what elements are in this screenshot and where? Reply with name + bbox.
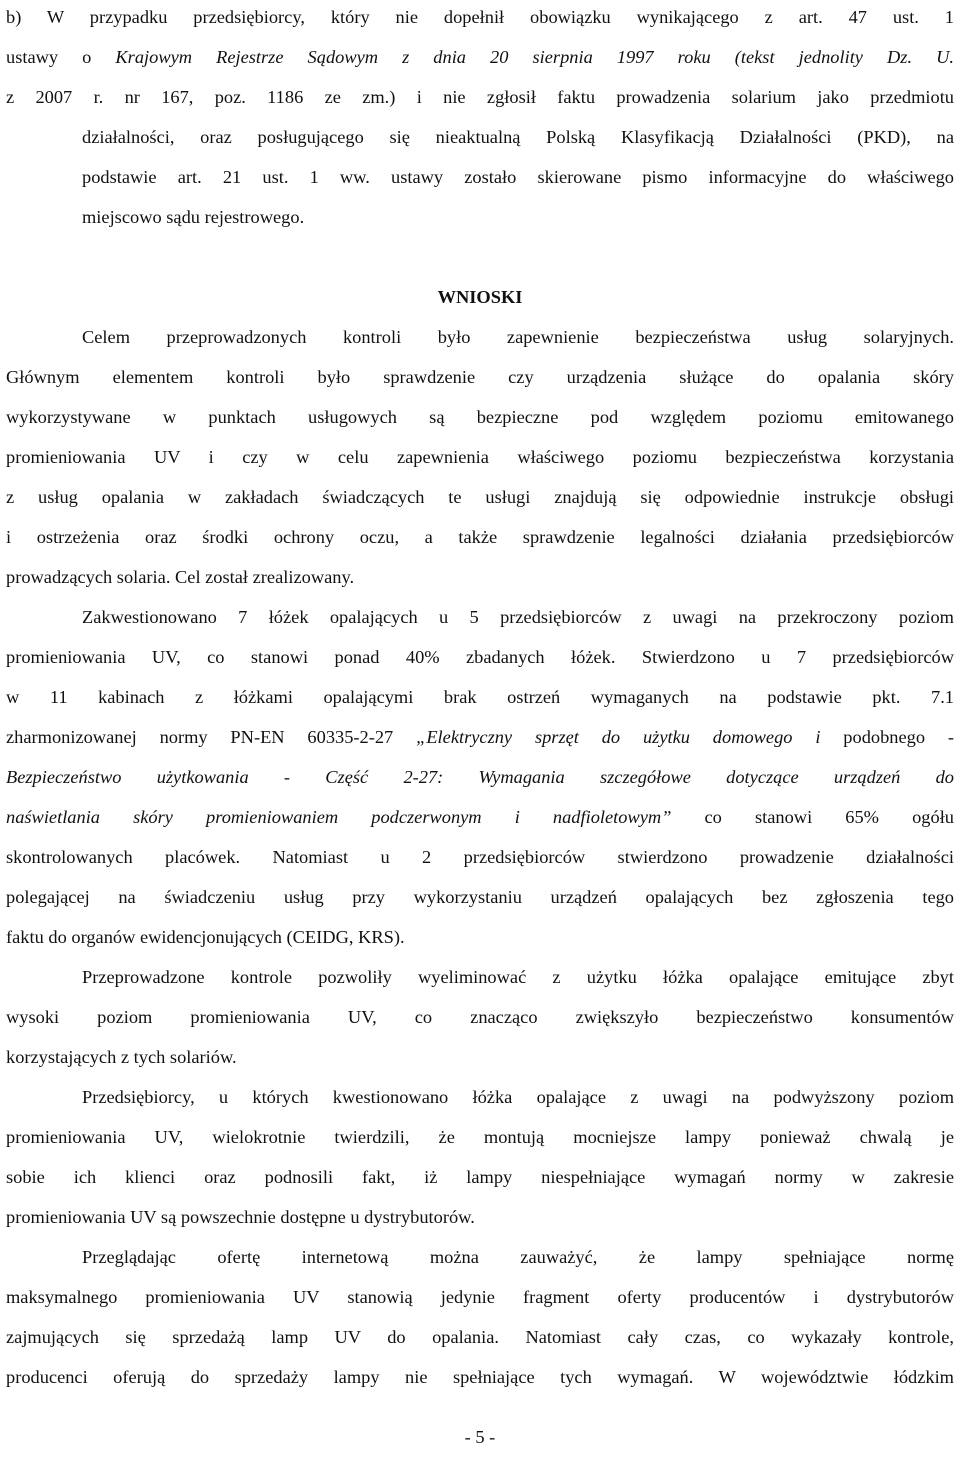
text-line: zajmujących się sprzedażą lamp UV do opalania. Natomiast cały czas, co wykazały kontrole, [6, 1327, 954, 1347]
text-line: wykorzystywane w punktach usługowych są bezpieczne pod względem poziomu emitowanego [6, 407, 954, 427]
text-line: miejscowo sądu rejestrowego. [82, 207, 305, 227]
text-line: skontrolowanych placówek. Natomiast u 2 przedsiębiorców stwierdzono prowadzenie działalności [6, 847, 954, 867]
text-line: promieniowania UV są powszechnie dostępne u dystrybutorów. [6, 1207, 475, 1227]
text-line: sobie ich klienci oraz podnosili fakt, iż lampy niespełniające wymagań normy w zakresie [6, 1167, 954, 1187]
text-line: Celem przeprowadzonych kontroli było zapewnienie bezpieczeństwa usług solaryjnych. [82, 327, 954, 347]
text-line: promieniowania UV, wielokrotnie twierdzili, że montują mocniejsze lampy ponieważ chwalą je [6, 1127, 954, 1147]
text-line: faktu do organów ewidencjonujących (CEIDG, KRS). [6, 927, 405, 947]
text-line: Głównym elementem kontroli było sprawdzenie czy urządzenia służące do opalania skóry [6, 367, 954, 387]
text-line: promieniowania UV i czy w celu zapewnienia właściwego poziomu bezpieczeństwa korzystania [6, 447, 954, 467]
text-line: ustawy o Krajowym Rejestrze Sądowym z dnia 20 sierpnia 1997 roku (tekst jednolity Dz. U. [6, 47, 954, 67]
text-line: zharmonizowanej normy PN-EN 60335-2-27 „Elektryczny sprzęt do użytku domowego i podobnego - [6, 727, 954, 747]
page-number: - 5 - [464, 1427, 496, 1447]
text-line: prowadzących solaria. Cel został zrealizowany. [6, 567, 355, 587]
text-line: podstawie art. 21 ust. 1 ww. ustawy zostało skierowane pismo informacyjne do właściwego [82, 167, 954, 187]
text-line: z usług opalania w zakładach świadczących te usługi znajdują się odpowiednie instrukcje obsługi [6, 487, 954, 507]
text-line: Przeglądając ofertę internetową można zauważyć, że lampy spełniające normę [82, 1247, 954, 1267]
text-line: b) W przypadku przedsiębiorcy, który nie dopełnił obowiązku wynikającego z art. 47 ust. 1 [6, 7, 954, 27]
text-line: Przedsiębiorcy, u których kwestionowano łóżka opalające z uwagi na podwyższony poziom [82, 1087, 954, 1107]
text-line: polegającej na świadczeniu usług przy wykorzystaniu urządzeń opalających bez zgłoszenia tego [6, 887, 954, 907]
section-heading: WNIOSKI [437, 287, 523, 307]
text-line: działalności, oraz posługującego się nieaktualną Polską Klasyfikacją Działalności (PKD), na [82, 127, 954, 147]
text-line: Zakwestionowano 7 łóżek opalających u 5 przedsiębiorców z uwagi na przekroczony poziom [82, 607, 954, 627]
text-line: wysoki poziom promieniowania UV, co znacząco zwiększyło bezpieczeństwo konsumentów [6, 1007, 954, 1027]
text-line: producenci oferują do sprzedaży lampy nie spełniające tych wymagań. W województwie łódzkim [6, 1367, 954, 1387]
text-line: Przeprowadzone kontrole pozwoliły wyeliminować z użytku łóżka opalające emitujące zbyt [82, 967, 954, 987]
text-line: promieniowania UV, co stanowi ponad 40% zbadanych łóżek. Stwierdzono u 7 przedsiębiorców [6, 647, 954, 667]
text-line: z 2007 r. nr 167, poz. 1186 ze zm.) i nie zgłosił faktu prowadzenia solarium jako przedmiotu [6, 87, 954, 107]
text-line: w 11 kabinach z łóżkami opalającymi brak ostrzeń wymaganych na podstawie pkt. 7.1 [6, 687, 954, 707]
text-line: Bezpieczeństwo użytkowania - Część 2-27: Wymagania szczegółowe dotyczące urządzeń do [6, 767, 954, 787]
text-line: naświetlania skóry promieniowaniem podczerwonym i nadfioletowym” co stanowi 65% ogółu [6, 807, 954, 827]
text-line: korzystających z tych solariów. [6, 1047, 237, 1067]
text-line: i ostrzeżenia oraz środki ochrony oczu, a także sprawdzenie legalności działania przedsiębiorców [6, 527, 954, 547]
text-line: maksymalnego promieniowania UV stanowią jedynie fragment oferty producentów i dystrybutorów [6, 1287, 954, 1307]
